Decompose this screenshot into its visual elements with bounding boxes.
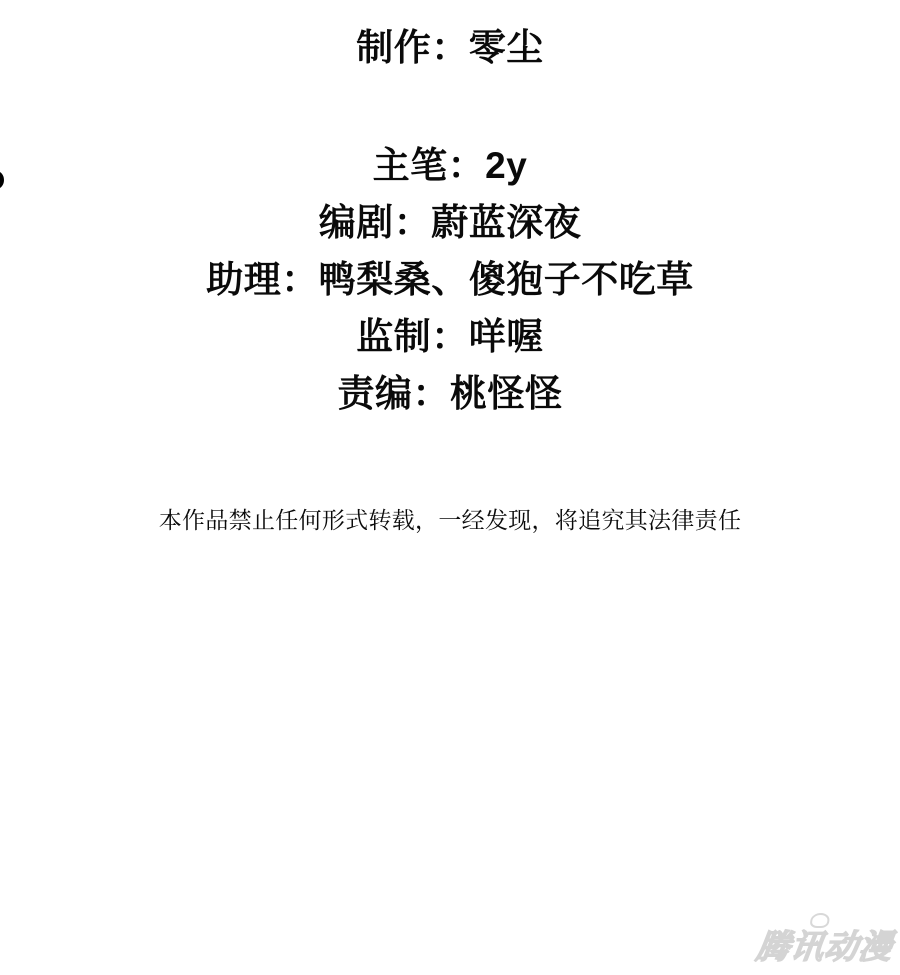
copyright-disclaimer: 本作品禁止任何形式转载，一经发现，将追究其法律责任 [158,508,742,533]
credit-line-assistants: 助理：鸭梨桑、傻狍子不吃草 [206,259,694,300]
credits-block [0,137,900,422]
tencent-comics-watermark [754,921,897,968]
credit-production-line: 制作：零尘 [356,27,544,68]
crown-icon [809,913,830,928]
credit-line-editor: 责编：桃怪怪 [337,373,563,414]
credit-line-screenwriter: 编剧：蔚蓝深夜 [318,202,582,243]
credit-line-lead-artist: 主笔：2y [372,145,528,186]
watermark-text: 腾讯动漫 [754,928,896,965]
credit-line-supervisor: 监制：咩喔 [356,316,544,357]
